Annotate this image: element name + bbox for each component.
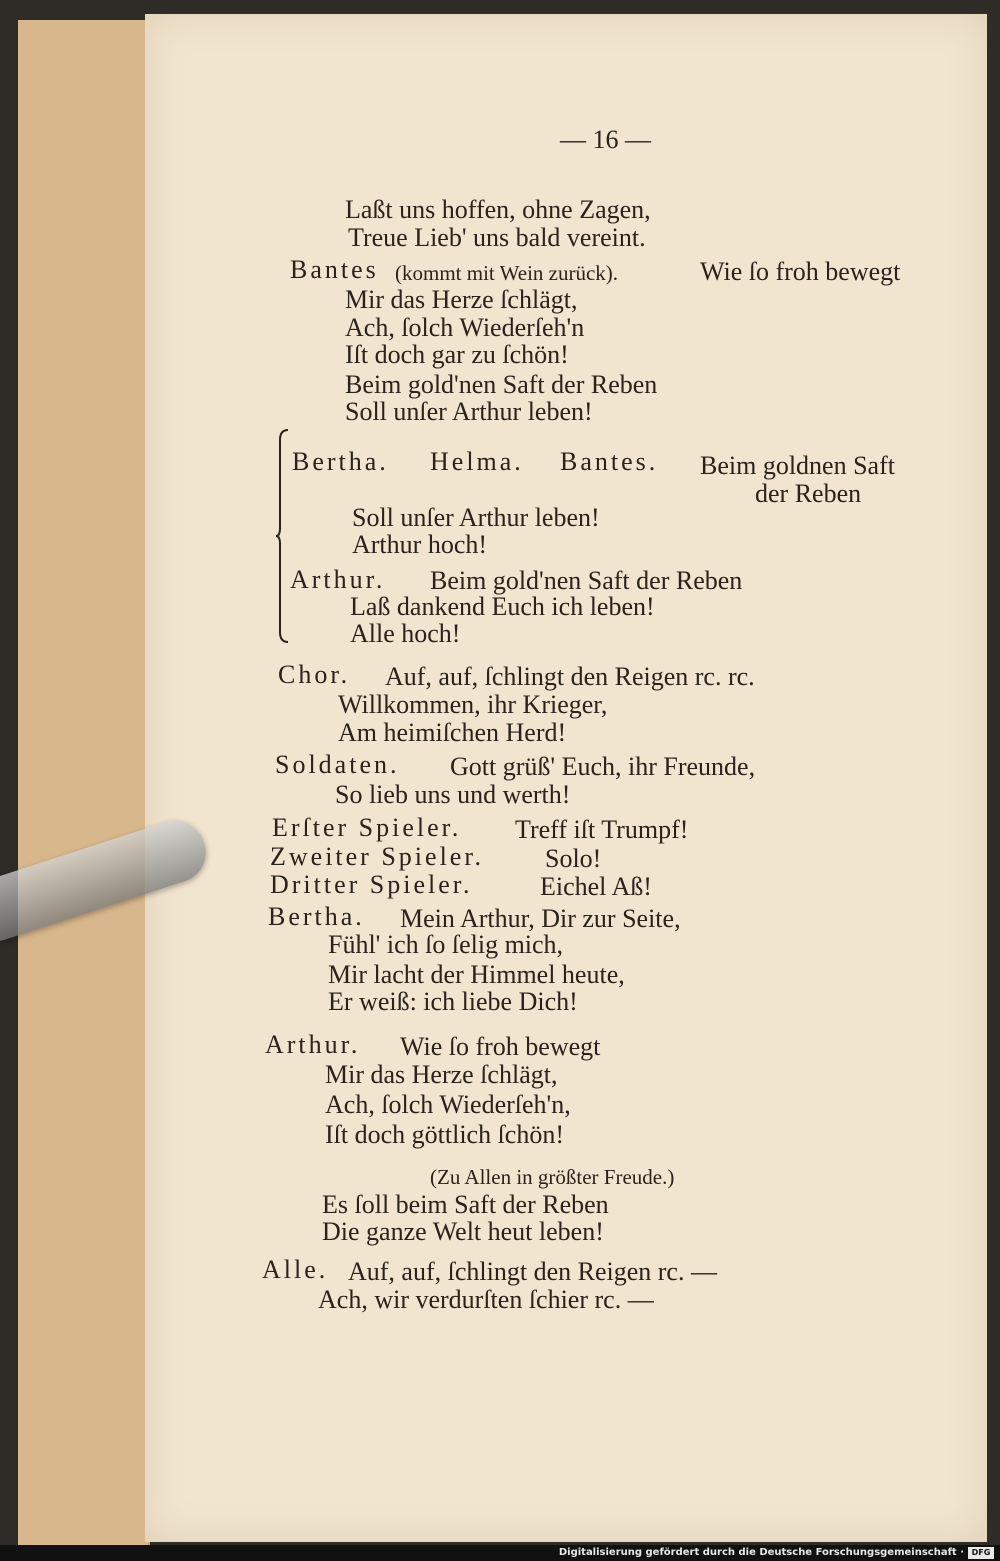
speaker-name: Bantes bbox=[290, 255, 379, 284]
verse-line: Ach, wir verdurſten ſchier rc. — bbox=[318, 1285, 654, 1314]
speaker-name: Dritter Spieler. bbox=[270, 870, 473, 899]
verse-line: Auf, auf, ſchlingt den Reigen rc. rc. bbox=[385, 662, 755, 691]
verse-line: Soll unſer Arthur leben! bbox=[352, 503, 600, 532]
brace bbox=[276, 428, 290, 644]
verse-line: Soll unſer Arthur leben! bbox=[345, 397, 593, 426]
verse-line: der Reben bbox=[755, 479, 862, 508]
verse-line: Mein Arthur, Dir zur Seite, bbox=[400, 904, 681, 933]
funding-credit: Digitalisierung gefördert durch die Deutsche Forschungsgemeinschaft · bbox=[558, 1547, 964, 1558]
book-binding-edge bbox=[18, 20, 150, 1545]
verse-line: Treue Lieb' uns bald vereint. bbox=[348, 223, 646, 252]
speaker-name: Soldaten. bbox=[275, 750, 400, 779]
verse-line: Laßt uns hoffen, ohne Zagen, bbox=[345, 195, 651, 224]
verse-line: Iſt doch gar zu ſchön! bbox=[345, 340, 569, 369]
verse-line: Treff iſt Trumpf! bbox=[515, 815, 689, 844]
speaker-name: Zweiter Spieler. bbox=[270, 842, 485, 871]
verse-line: Mir lacht der Himmel heute, bbox=[328, 960, 625, 989]
verse-line: Arthur hoch! bbox=[352, 530, 488, 559]
speaker-name: Arthur. bbox=[290, 565, 386, 594]
speaker-name: Helma. bbox=[430, 447, 524, 476]
verse-line: Ach, ſolch Wiederſeh'n bbox=[345, 313, 585, 342]
speaker-name: Arthur. bbox=[265, 1030, 361, 1059]
verse-line: Mir das Herze ſchlägt, bbox=[325, 1060, 558, 1089]
dfg-logo: DFG bbox=[968, 1547, 994, 1559]
speaker-name: Bertha. bbox=[292, 447, 389, 476]
verse-line: Beim gold'nen Saft der Reben bbox=[345, 370, 658, 399]
verse-line: Gott grüß' Euch, ihr Freunde, bbox=[450, 752, 756, 781]
verse-line: Mir das Herze ſchlägt, bbox=[345, 285, 578, 314]
page-number: — 16 — bbox=[560, 125, 651, 154]
stage-direction: (kommt mit Wein zurück). bbox=[395, 261, 619, 285]
verse-line: Beim goldnen Saft bbox=[700, 451, 895, 480]
verse-line: Die ganze Welt heut leben! bbox=[322, 1217, 604, 1246]
verse-line: Eichel Aß! bbox=[540, 872, 652, 901]
verse-line: Ach, ſolch Wiederſeh'n, bbox=[325, 1090, 571, 1119]
speaker-name: Erſter Spieler. bbox=[272, 813, 462, 842]
verse-line: Beim gold'nen Saft der Reben bbox=[430, 566, 743, 595]
speaker-name: Bantes. bbox=[560, 447, 659, 476]
verse-line: Es ſoll beim Saft der Reben bbox=[322, 1190, 609, 1219]
verse-line: Er weiß: ich liebe Dich! bbox=[328, 987, 578, 1016]
speaker-name: Bertha. bbox=[268, 902, 365, 931]
verse-line: Willkommen, ihr Krieger, bbox=[338, 690, 608, 719]
verse-line: Fühl' ich ſo ſelig mich, bbox=[328, 930, 564, 959]
speaker-name: Alle. bbox=[262, 1255, 329, 1284]
speaker-name: Chor. bbox=[278, 660, 351, 689]
verse-line: Wie ſo froh bewegt bbox=[400, 1032, 601, 1061]
verse-line: Laß dankend Euch ich leben! bbox=[350, 592, 655, 621]
verse-line: Am heimiſchen Herd! bbox=[338, 718, 567, 747]
verse-line: Alle hoch! bbox=[350, 619, 461, 648]
stage-direction: (Zu Allen in größter Freude.) bbox=[430, 1165, 675, 1189]
verse-line: So lieb uns und werth! bbox=[335, 780, 571, 809]
verse-line: Iſt doch göttlich ſchön! bbox=[325, 1120, 565, 1149]
verse-line: Solo! bbox=[545, 844, 602, 873]
verse-line: Auf, auf, ſchlingt den Reigen rc. — bbox=[348, 1257, 717, 1286]
verse-line: Wie ſo froh bewegt bbox=[700, 257, 901, 286]
